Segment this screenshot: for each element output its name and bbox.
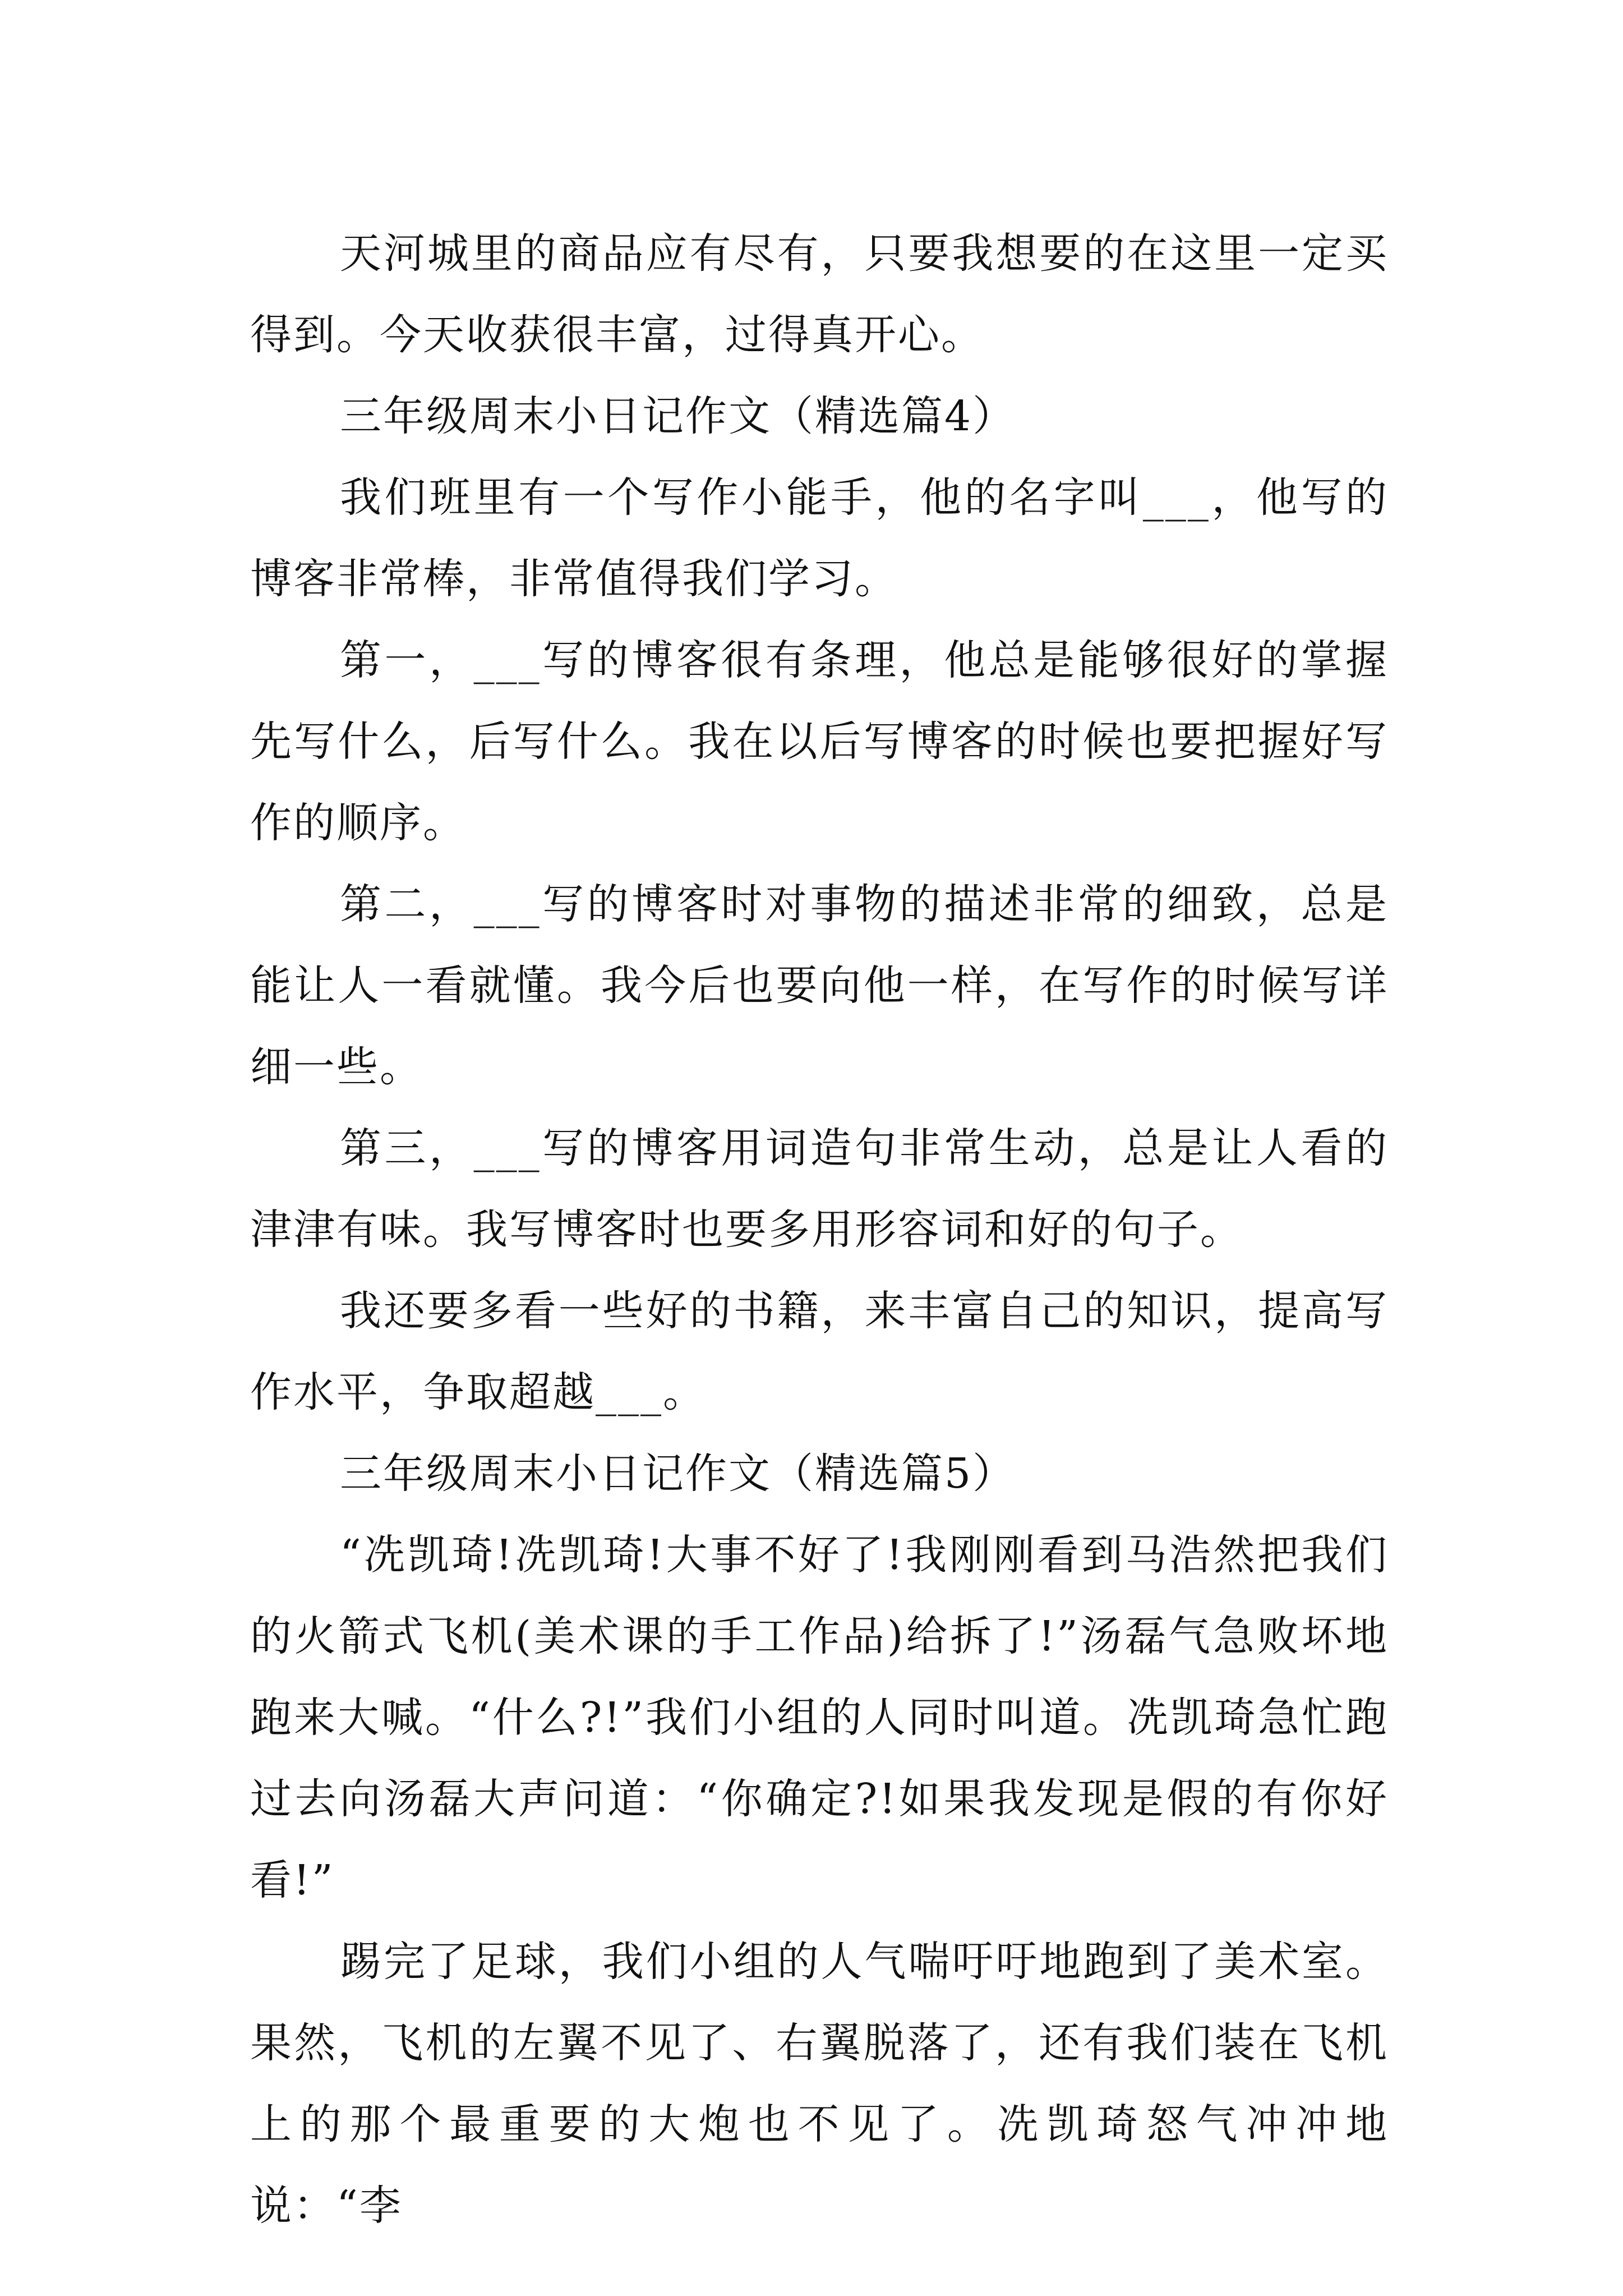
paragraph: 我还要多看一些好的书籍，来丰富自己的知识，提高写作水平，争取超越___。 bbox=[250, 1287, 1389, 1416]
paragraph: 第一，___写的博客很有条理，他总是能够很好的掌握先写什么，后写什么。我在以后写博客的时候也要把握好写作的顺序。 bbox=[250, 636, 1389, 847]
paragraph: 踢完了足球，我们小组的人气喘吁吁地跑到了美术室。果然，飞机的左翼不见了、右翼脱落了，还有我们装在飞机上的那个最重要的大炮也不见了。冼凯琦怒气冲冲地说：“李 bbox=[250, 1938, 1389, 2230]
paragraph: 天河城里的商品应有尽有，只要我想要的在这里一定买得到。今天收获很丰富，过得真开心。 bbox=[250, 229, 1389, 359]
paragraph: 我们班里有一个写作小能手，他的名字叫___，他写的博客非常棒，非常值得我们学习。 bbox=[250, 473, 1389, 603]
document-body bbox=[250, 213, 1389, 2247]
paragraph: 第二，___写的博客时对事物的描述非常的细致，总是能让人一看就懂。我今后也要向他一样，在写作的时候写详细一些。 bbox=[250, 880, 1389, 1091]
section-heading: 三年级周末小日记作文（精选篇4） bbox=[340, 392, 1016, 440]
paragraph: “冼凯琦!冼凯琦!大事不好了!我刚刚看到马浩然把我们的火箭式飞机(美术课的手工作品)给拆了!”汤磊气急败坏地跑来大喊。“什么?!”我们小组的人同时叫道。冼凯琦急忙跑过去向汤磊大声问道：“你确定?!如果我发现是假的有你好看!” bbox=[250, 1531, 1389, 1904]
paragraph: 第三，___写的博客用词造句非常生动，总是让人看的津津有味。我写博客时也要多用形容词和好的句子。 bbox=[250, 1124, 1389, 1254]
section-heading: 三年级周末小日记作文（精选篇5） bbox=[340, 1450, 1016, 1498]
